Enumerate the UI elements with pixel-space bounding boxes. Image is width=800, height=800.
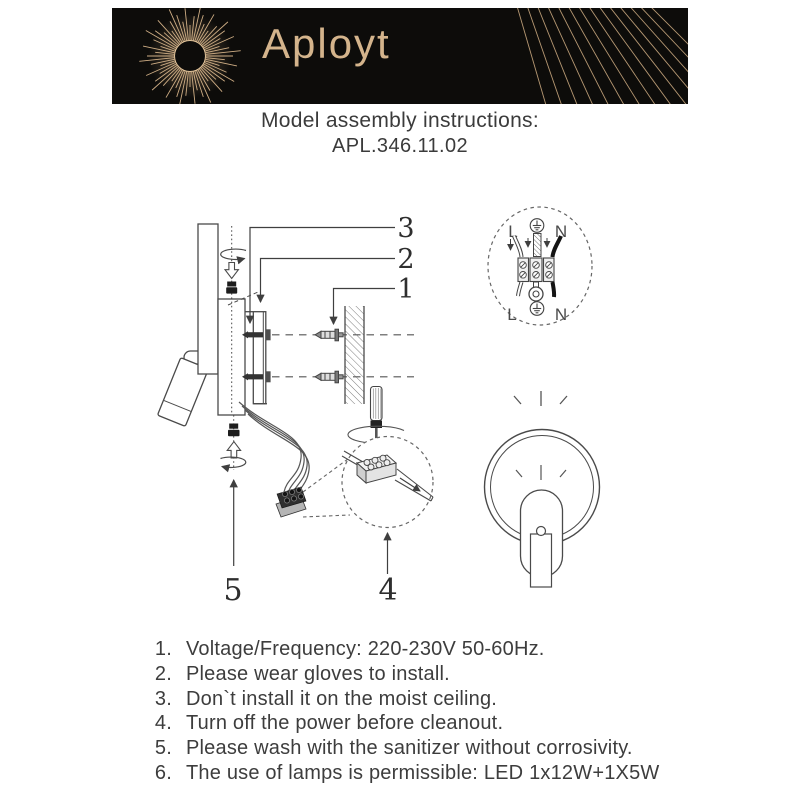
brand-wordmark: Aployt: [262, 20, 391, 67]
alignment-dashes: [272, 335, 414, 377]
item-number: 4.: [154, 712, 172, 735]
item-number: 2.: [154, 662, 172, 685]
wiring-detail-circle: [488, 207, 592, 325]
item-text: Voltage/Frequency: 220-230V 50-60Hz.: [186, 638, 545, 660]
wall-anchor: [315, 329, 343, 341]
list-item: [146, 637, 706, 662]
item-number: 3.: [154, 687, 172, 710]
insert-arrow-icon: [225, 263, 238, 279]
page-title: Model assembly instructions:: [260, 109, 539, 132]
wall-anchor: [315, 371, 343, 383]
lamp-mount: [531, 534, 552, 587]
wall-section: [345, 306, 364, 404]
part-number-4: 4: [378, 573, 398, 608]
item-number: 6.: [154, 761, 172, 784]
ring-terminal: [529, 282, 543, 301]
part-number-3: 3: [397, 213, 415, 244]
back-panel: [198, 224, 218, 374]
item-text: Turn off the power before cleanout.: [186, 712, 504, 735]
part-number-2: 2: [397, 244, 415, 275]
item-text: Please wear gloves to install.: [186, 662, 450, 685]
ground-icon: [530, 302, 544, 316]
fixing-pin: [226, 282, 237, 294]
part-number-1: 1: [397, 274, 415, 305]
model-number: APL.346.11.02: [331, 135, 469, 157]
lamp-front-view: [485, 391, 600, 587]
magnifier-circle: [342, 437, 433, 528]
label-line-top: L: [508, 222, 518, 241]
ground-icon: [530, 219, 544, 233]
item-text: Don`t install it on the moist ceiling.: [186, 687, 498, 710]
terminal-block-small: [276, 487, 306, 517]
label-neutral-bottom: N: [554, 305, 568, 324]
insert-arrow-icon: [227, 442, 240, 458]
mounting-bracket: [246, 312, 268, 404]
instruction-list: [146, 637, 706, 786]
list-item: [146, 736, 706, 761]
light-rays-icon: [516, 465, 566, 480]
list-item: [146, 662, 706, 687]
wall-lamp-side-view: [157, 224, 258, 470]
light-rays-icon: [514, 391, 567, 406]
rotation-arrow-icon: [221, 249, 246, 259]
item-number: 1.: [154, 638, 172, 660]
list-item: [146, 687, 706, 712]
rotation-arrow-icon: [221, 457, 246, 467]
leader-lines: [250, 228, 395, 325]
fixing-pin: [228, 424, 240, 437]
list-item: [146, 711, 706, 736]
item-number: 5.: [154, 737, 172, 760]
label-line-bottom: L: [507, 305, 517, 324]
lamp-knob: [537, 527, 546, 536]
item-text: The use of lamps is permissible: LED 1x12W+1X5W: [186, 761, 660, 784]
part-number-5: 5: [223, 573, 243, 608]
item-text: Please wash with the sanitizer without corrosivity.: [186, 737, 633, 760]
label-neutral-top: N: [554, 222, 568, 241]
list-item: [146, 761, 706, 786]
